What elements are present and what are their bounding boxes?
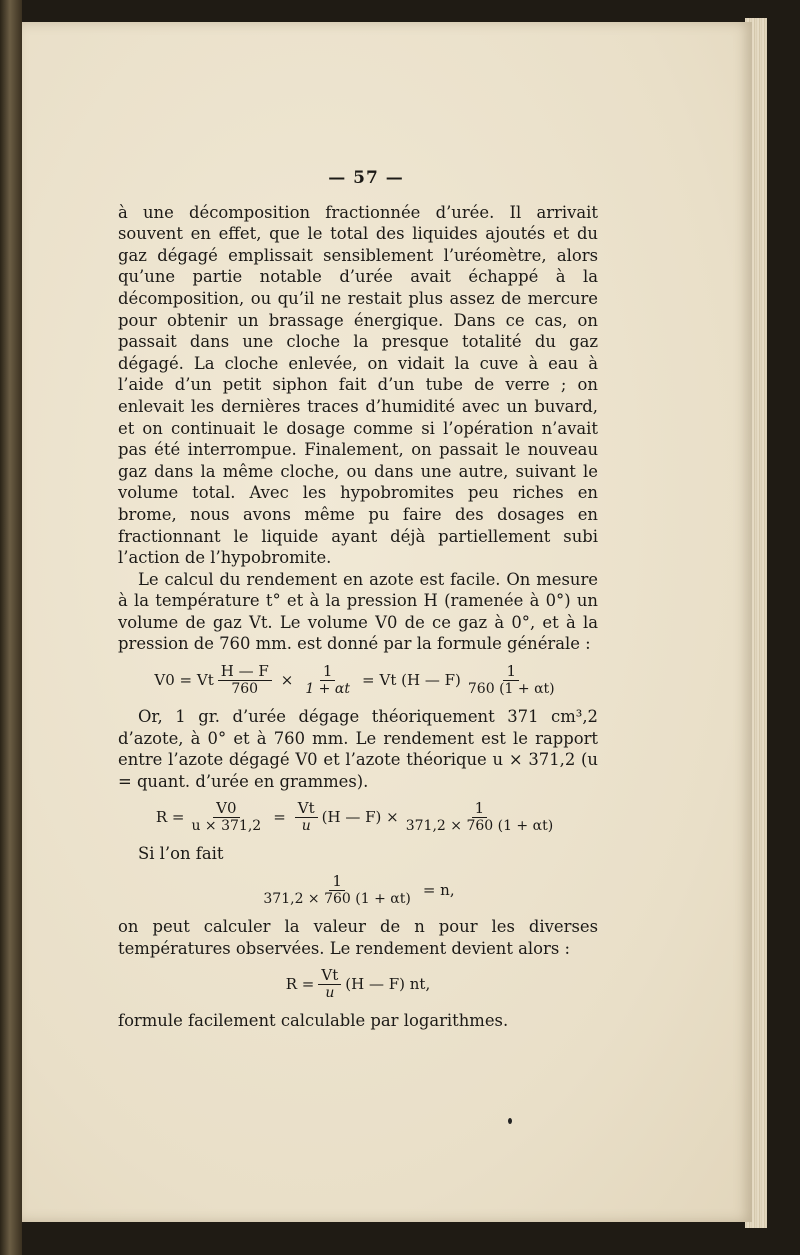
book-binding bbox=[0, 0, 22, 1255]
formula1-fraction-2 bbox=[302, 663, 353, 698]
formula2-fraction-2 bbox=[295, 800, 318, 835]
formula3-fraction bbox=[260, 873, 413, 908]
formula-yield-simplified bbox=[118, 967, 598, 1002]
formula1-f2-denominator: 1 + αt bbox=[305, 681, 350, 698]
formula1-f1-numerator: H — F bbox=[218, 663, 272, 681]
formula4-numerator: Vt bbox=[318, 967, 341, 985]
paragraph-1: à une décomposition fractionnée d’urée. Il arrivait souvent en effet, que le total des liquides ajoutés et du gaz dégagé emplissait sensiblement l’uréomètre, alors qu’une partie notable d’urée avait échappé à la décomposition, ou qu’il ne restait plus assez de mercure pour obtenir un brassage énergique. Dans ce cas, on passait dans une cloche la presque totalité du gaz dégagé. La cloche enlevée, on vidait la cuve à eau à l’aide d’un petit siphon fait d’un tube de verre ; on enlevait les dernières traces d’humidité avec un buvard, et on continuait le dosage comme si l’opération n’avait pas été interrompue. Finalement, on passait le nouveau gaz dans la même cloche, ou dans une autre, suivant le volume total. Avec les hypobromites peu riches en brome, nous avons même pu faire des dosages en fractionnant le liquide ayant déjà partiellement subi l’action de l’hypobromite. bbox=[118, 202, 598, 568]
formula-volume-normalization bbox=[118, 663, 598, 698]
formula1-f3-denominator: 760 (1 + αt) bbox=[467, 681, 555, 698]
formula1-equals: = bbox=[361, 670, 375, 689]
formula1-fraction-3 bbox=[465, 663, 558, 698]
formula3-denominator: 371,2 × 760 (1 + αt) bbox=[263, 891, 411, 908]
formula1-middle: Vt (H — F) bbox=[379, 670, 461, 689]
formula4-denominator: u bbox=[325, 985, 335, 1002]
formula1-f3-numerator: 1 bbox=[503, 663, 519, 681]
formula-yield bbox=[118, 800, 598, 835]
formula3-rhs: = n, bbox=[422, 880, 455, 899]
formula2-f1-denominator: u × 371,2 bbox=[191, 818, 262, 835]
formula-n-definition bbox=[118, 873, 598, 908]
formula4-fraction bbox=[318, 967, 341, 1002]
formula2-lhs: R = bbox=[155, 808, 185, 827]
paragraph-6: formule facilement calculable par logarithmes. bbox=[118, 1011, 509, 1031]
formula1-lhs: V0 = Vt bbox=[154, 670, 214, 689]
formula2-f2-numerator: Vt bbox=[295, 800, 318, 818]
ink-speck bbox=[508, 1118, 512, 1124]
formula1-fraction-1 bbox=[218, 663, 272, 698]
formula2-fraction-3 bbox=[403, 800, 556, 835]
paragraph-4: Si l’on fait bbox=[138, 844, 224, 864]
formula3-numerator: 1 bbox=[329, 873, 345, 891]
page-number: — 57 — bbox=[328, 168, 404, 188]
page-content bbox=[118, 168, 598, 1032]
formula4-rhs: (H — F) nt, bbox=[345, 974, 431, 993]
formula2-f3-numerator: 1 bbox=[472, 800, 488, 818]
formula2-f2-denominator: u bbox=[301, 818, 311, 835]
formula1-times: × bbox=[280, 670, 294, 689]
formula2-middle: (H — F) × bbox=[321, 808, 399, 827]
paragraph-2: Le calcul du rendement en azote est facile. On mesure à la température t° et à la pression H (ramenée à 0°) un volume de gaz Vt. Le volume V0 de ce gaz à 0°, et à la pression de 760 mm. est donné par la formule générale : bbox=[118, 569, 598, 654]
formula4-lhs: R = bbox=[285, 974, 315, 993]
formula2-equals: = bbox=[273, 808, 286, 827]
formula1-f2-numerator: 1 bbox=[320, 663, 336, 681]
paragraph-5: on peut calculer la valeur de n pour les diverses températures observées. Le rendement devient alors : bbox=[118, 917, 598, 958]
formula2-f3-denominator: 371,2 × 760 (1 + αt) bbox=[405, 818, 554, 835]
formula1-f1-denominator: 760 bbox=[231, 681, 259, 698]
paragraph-3: Or, 1 gr. d’urée dégage théoriquement 371 cm³,2 d’azote, à 0° et à 760 mm. Le rendement est le rapport entre l’azote dégagé V0 et l’azote théorique u × 371,2 (u = quant. d’urée en grammes). bbox=[118, 707, 598, 791]
formula2-f1-numerator: V0 bbox=[213, 800, 239, 818]
formula2-fraction-1 bbox=[188, 800, 264, 835]
